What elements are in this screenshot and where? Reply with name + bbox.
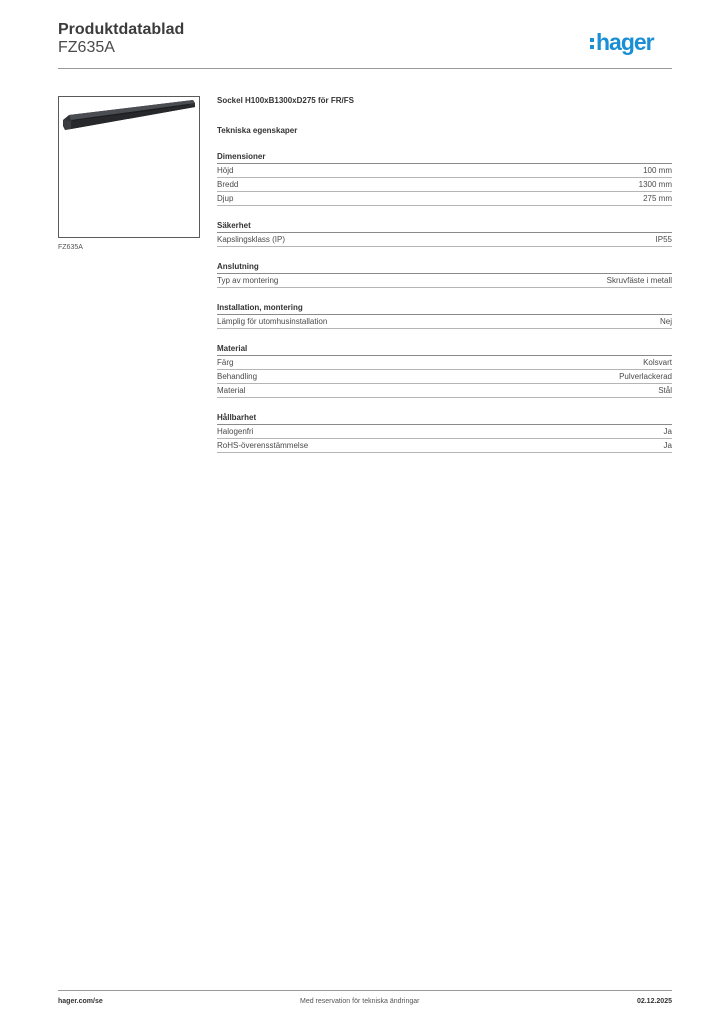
spec-value: Ja bbox=[663, 441, 672, 450]
spec-label: Höjd bbox=[217, 166, 234, 175]
section-heading: Tekniska egenskaper bbox=[217, 126, 298, 135]
spec-value: 1300 mm bbox=[638, 180, 672, 189]
header-title: Produktdatablad bbox=[58, 21, 185, 38]
specification-table bbox=[217, 96, 672, 453]
spec-group-safety bbox=[217, 221, 672, 247]
spec-label: Bredd bbox=[217, 180, 239, 189]
spec-label: RoHS-överensstämmelse bbox=[217, 441, 309, 450]
group-title: Säkerhet bbox=[217, 221, 672, 233]
spec-label: Halogenfri bbox=[217, 427, 254, 436]
spec-value: Pulverlackerad bbox=[619, 372, 672, 381]
spec-row bbox=[217, 425, 672, 439]
footer-divider bbox=[58, 990, 672, 991]
spec-label: Material bbox=[217, 386, 246, 395]
header-divider bbox=[58, 68, 672, 69]
product-image bbox=[58, 96, 200, 238]
group-title: Hållbarhet bbox=[217, 413, 672, 425]
spec-row bbox=[217, 274, 672, 288]
spec-row bbox=[217, 164, 672, 178]
spec-group-sustainability bbox=[217, 413, 672, 453]
spec-label: Lämplig för utomhusinstallation bbox=[217, 317, 328, 326]
product-image-caption: FZ635A bbox=[58, 244, 83, 251]
spec-label: Typ av montering bbox=[217, 276, 279, 285]
spec-row bbox=[217, 356, 672, 370]
group-title: Material bbox=[217, 344, 672, 356]
group-title: Installation, montering bbox=[217, 303, 672, 315]
product-code: FZ635A bbox=[58, 39, 115, 56]
spec-value: Skruvfäste i metall bbox=[606, 276, 672, 285]
spec-row bbox=[217, 315, 672, 329]
spec-row bbox=[217, 384, 672, 398]
spec-label: Djup bbox=[217, 194, 234, 203]
footer-disclaimer: Med reservation för tekniska ändringar bbox=[300, 998, 420, 1005]
logo-dots-icon bbox=[590, 38, 594, 49]
spec-value: 100 mm bbox=[643, 166, 672, 175]
group-title: Anslutning bbox=[217, 262, 672, 274]
spec-group-material bbox=[217, 344, 672, 398]
footer-website-link[interactable]: hager.com/se bbox=[58, 998, 103, 1005]
spec-value: 275 mm bbox=[643, 194, 672, 203]
spec-label: Behandling bbox=[217, 372, 258, 381]
group-title: Dimensioner bbox=[217, 152, 672, 164]
spec-row bbox=[217, 370, 672, 384]
spec-group-dimensions bbox=[217, 152, 672, 206]
spec-row bbox=[217, 178, 672, 192]
spec-value: Kolsvart bbox=[643, 358, 672, 367]
spec-label: Färg bbox=[217, 358, 234, 367]
spec-value: IP55 bbox=[655, 235, 672, 244]
spec-value: Stål bbox=[658, 386, 672, 395]
logo-text: hager bbox=[596, 29, 654, 55]
spec-group-installation bbox=[217, 303, 672, 329]
spec-value: Ja bbox=[663, 427, 672, 436]
product-name: Sockel H100xB1300xD275 för FR/FS bbox=[217, 96, 354, 105]
hager-logo bbox=[590, 29, 654, 55]
product-plinth-icon bbox=[59, 97, 199, 237]
spec-value: Nej bbox=[659, 317, 672, 326]
spec-group-connection bbox=[217, 262, 672, 288]
spec-row bbox=[217, 233, 672, 247]
footer-date: 02.12.2025 bbox=[636, 998, 672, 1005]
spec-row bbox=[217, 439, 672, 453]
spec-label: Kapslingsklass (IP) bbox=[217, 235, 286, 244]
spec-row bbox=[217, 192, 672, 206]
